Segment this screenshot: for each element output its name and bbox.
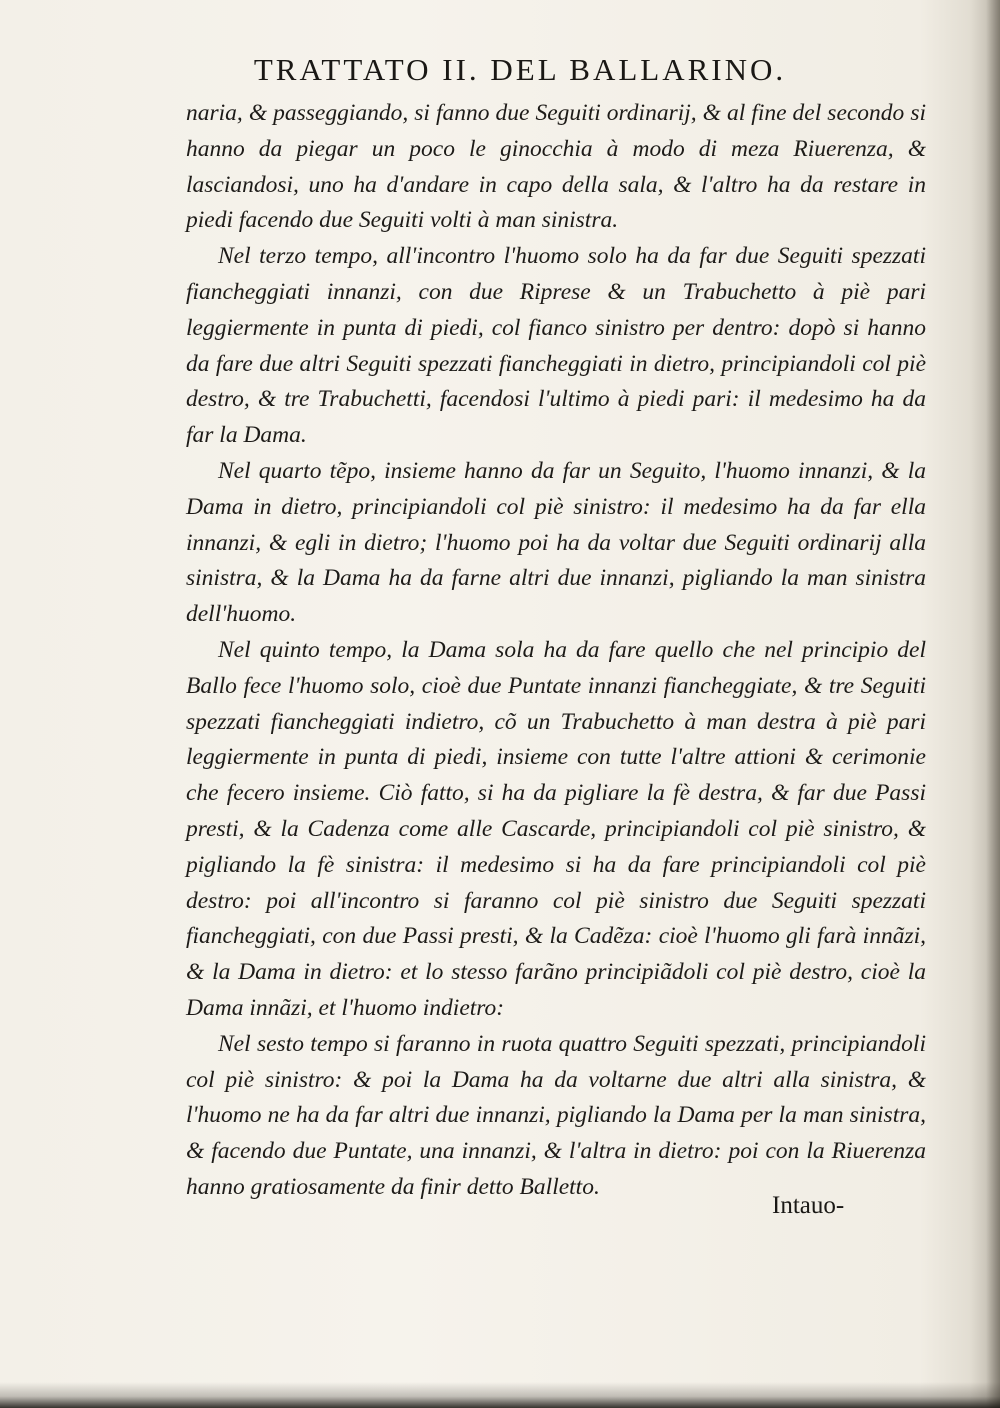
catchword: Intauo- [772,1192,845,1219]
paragraph-terzo-tempo: Nel terzo tempo, all'incontro l'huomo solo ha da far due Seguiti spezzati fiancheggiati innanzi, con due Riprese & un Trabuchetto à piè pari leggiermente in punta di piedi, col fianco sinistro per dentro: dopò si hanno da fare due altri Seguiti spezzati fiancheggiati in dietro, principiandoli col piè destro, & tre Trabuchetti, facendosi l'ultimo à piedi pari: il medesimo ha da far la Dama. [186,243,926,449]
page-bottom-shadow [0,1382,1000,1408]
paragraph-continuation: naria, & passeggiando, si fanno due Seguiti ordinarij, & al fine del secondo si hanno da piegar un poco le ginocchia à modo di meza Riuerenza, & lasciandosi, uno ha d'andare in capo della sala, & l'altro ha da restare in piedi facendo due Seguiti volti à man sinistra. [186,100,926,234]
page-edge-shadow [986,0,1000,1408]
body-text [186,96,926,1206]
paragraph-quinto-tempo: Nel quinto tempo, la Dama sola ha da fare quello che nel principio del Ballo fece l'huomo solo, cioè due Puntate innanzi fiancheggiate, & tre Seguiti spezzati fiancheggiati indietro, cõ un Trabuchetto à man destra à piè pari leggiermente in punta di piedi, insieme con tutte l'altre attioni & cerimonie che fecero insieme. Ciò fatto, si ha da pigliare la fè destra, & far due Passi presti, & la Cadenza come alle Cascarde, principiandoli col piè sinistro, & pigliando la fè sinistra: il medesimo si ha da fare principiandoli col piè destro: poi all'incontro si faranno col piè sinistro due Seguiti spezzati fiancheggiati, con due Passi presti, & la Cadẽza: cioè l'huomo gli farà innãzi, & la Dama in dietro: et lo stesso farãno principiãdoli col piè destro, cioè la Dama innãzi, et l'huomo indietro: [186,636,926,1021]
running-head: TRATTATO II. DEL BALLARINO. [253,52,787,87]
paragraph-quarto-tempo: Nel quarto tẽpo, insieme hanno da far un Seguito, l'huomo innanzi, & la Dama in dietro, principiandoli col piè sinistro: il medesimo ha da far ella innanzi, & egli in dietro; l'huomo poi ha da voltar due Seguiti ordinarij alla sinistra, & la Dama ha da farne altri due innanzi, pigliando la man sinistra dell'huomo. [186,457,926,628]
paragraph-sesto-tempo: Nel sesto tempo si faranno in ruota quattro Seguiti spezzati, principiandoli col piè sinistro: & poi la Dama ha da voltarne due altri alla sinistra, & l'huomo ne ha da far altri due innanzi, pigliando la Dama per la man sinistra, & facendo due Puntate, una innanzi, & l'altra in dietro: poi con la Riuerenza hanno gratiosamente da finir detto Balletto. [186,1030,926,1200]
